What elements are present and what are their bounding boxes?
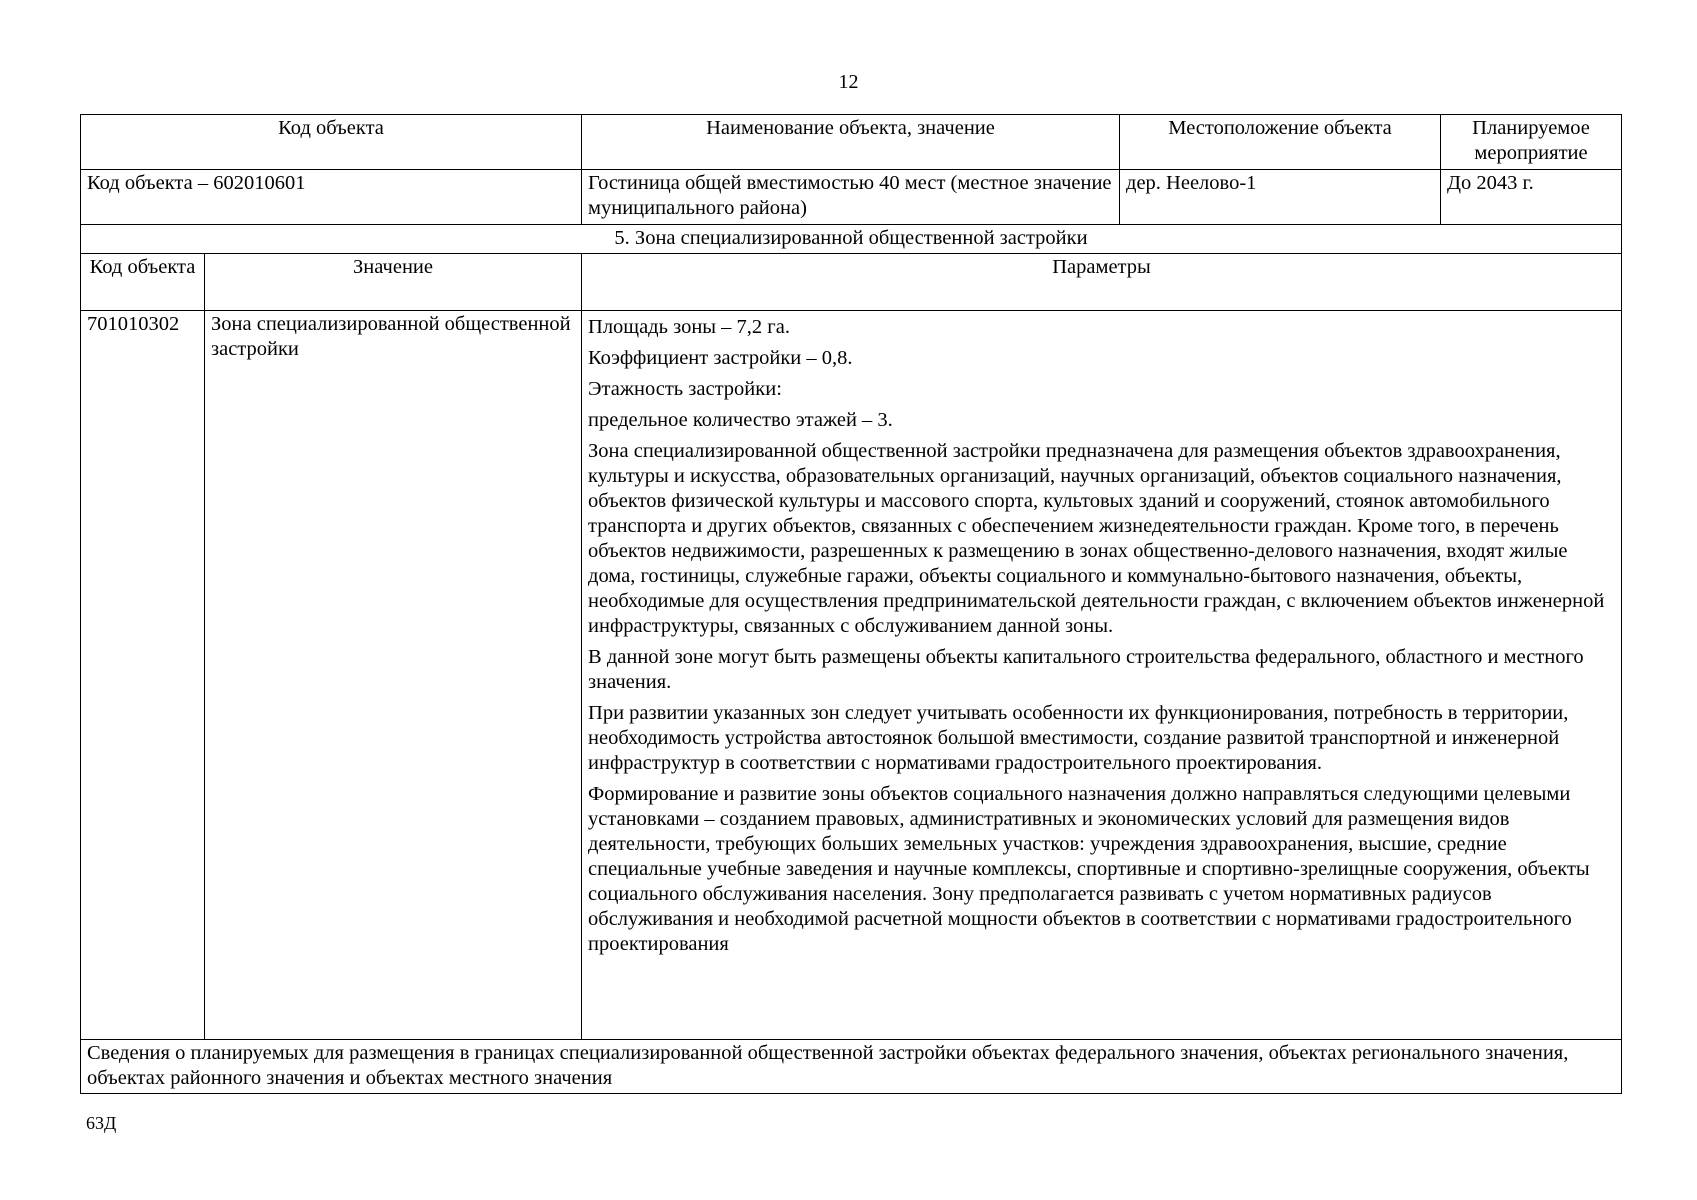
param-paragraph: Формирование и развитие зоны объектов социального назначения должно направляться следующими целевыми установками – созданием правовых, административных и экономических условий для размещения видов деятельности, требующих больших земельных участков: учреждения здравоохранения, высшие, средние специальные учебные заведения и научные комплексы, спортивные и спортивно-зрелищные сооружения, объекты социального обслуживания населения. Зону предполагается развивать с учетом нормативных радиусов обслуживания и необходимой расчетной мощности объектов в соответствии с нормативами градостроительного проектирования: [588, 783, 1590, 955]
header-planned: Планируемое мероприятие: [1441, 115, 1622, 170]
subheader-value: Значение: [205, 254, 582, 311]
subheader-params: Параметры: [582, 254, 1622, 311]
object-location: дер. Неелово-1: [1120, 170, 1441, 225]
info-row: [81, 1040, 1622, 1094]
param-paragraph: Площадь зоны – 7,2 га.: [588, 316, 790, 338]
object-planned: До 2043 г.: [1441, 170, 1622, 225]
document-code: 63Д: [86, 1113, 117, 1133]
subheader-row: [81, 254, 1622, 311]
subheader-code: Код объекта: [81, 254, 205, 311]
zone-params: [582, 311, 1622, 1040]
section-title: 5. Зона специализированной общественной застройки: [81, 225, 1622, 254]
header-location: Местоположение объекта: [1120, 115, 1441, 170]
header-name: Наименование объекта, значение: [582, 115, 1120, 170]
param-paragraph: Зона специализированной общественной застройки предназначена для размещения объектов здравоохранения, культуры и искусства, образовательных организаций, научных организаций, объектов социального назначения, объектов физической культуры и массового спорта, культовых зданий и сооружений, стоянок автомобильного транспорта и других объектов, связанных с обеспечением жизнедеятельности граждан. Кроме того, в перечень объектов недвижимости, разрешенных к размещению в зонах общественно-делового назначения, входят жилые дома, гостиницы, служебные гаражи, объекты социального и коммунально-бытового назначения, объекты, необходимые для осуществления предпринимательской деятельности граждан, с включением объектов инженерной инфраструктуры, связанных с обслуживанием данной зоны.: [588, 440, 1605, 637]
zone-table: [80, 114, 1622, 1094]
zone-value: Зона специализированной общественной застройки: [205, 311, 582, 1040]
zone-code: 701010302: [81, 311, 205, 1040]
param-paragraph: В данной зоне могут быть размещены объекты капитального строительства федерального, областного и местного значения.: [588, 646, 1584, 693]
info-text: Сведения о планируемых для размещения в границах специализированной общественной застройки объектах федерального значения, объектах регионального значения, объектах районного значения и объектах местного значения: [81, 1040, 1622, 1094]
header-code: Код объекта: [81, 115, 582, 170]
table-header-row: [81, 115, 1622, 170]
page-number: 12: [838, 71, 859, 93]
object-row: [81, 170, 1622, 225]
param-paragraph: При развитии указанных зон следует учитывать особенности их функционирования, потребность в территории, необходимость устройства автостоянок большой вместимости, создание развитой транспортной и инженерной инфраструктур в соответствии с нормативами градостроительного проектирования.: [588, 702, 1569, 774]
object-code: Код объекта – 602010601: [81, 170, 582, 225]
section-row: [81, 225, 1622, 254]
param-paragraph: Коэффициент застройки – 0,8.: [588, 347, 853, 369]
param-paragraph: предельное количество этажей – 3.: [588, 409, 893, 431]
zone-row: [81, 311, 1622, 1040]
object-name: Гостиница общей вместимостью 40 мест (местное значение муниципального района): [582, 170, 1120, 225]
param-paragraph: Этажность застройки:: [588, 378, 782, 400]
